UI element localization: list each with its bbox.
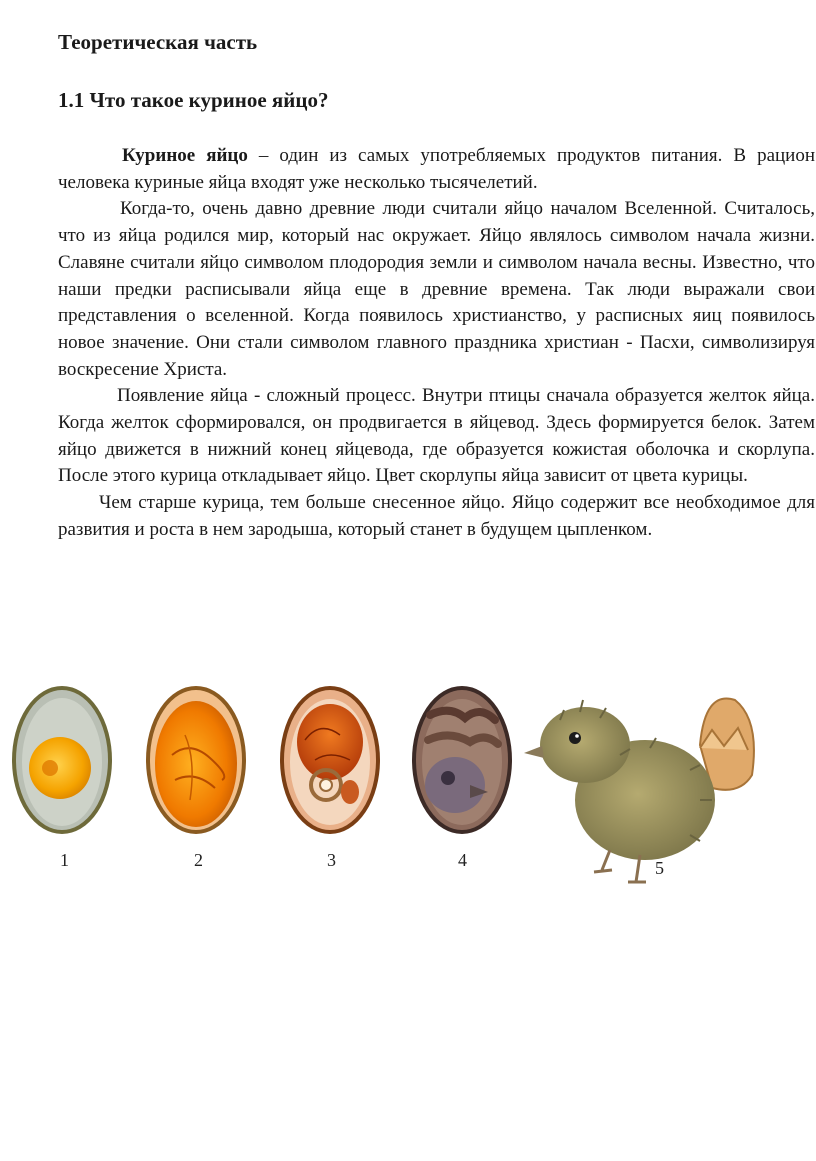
stage-label-2: 2 <box>194 850 203 870</box>
stage-label-5: 5 <box>655 858 664 878</box>
chick-stage-5 <box>524 698 754 882</box>
egg-stage-4 <box>414 688 510 832</box>
body-text <box>58 143 815 544</box>
egg-stage-2 <box>148 688 244 832</box>
paragraph-1 <box>58 143 815 196</box>
paragraph-2: Когда-то, очень давно древние люди считали яйцо началом Вселенной. Считалось, что из яйца родился мир, который нас окружает. Яйцо являлось символом начала жизни. Славяне считали яйцо символом плодородия земли и символом начала весны. Известно, что наши предки расписывали яйца еще в древние времена. Так люди выражали свои представления о вселенной. Когда появилось христианство, у расписных яиц появилось новое значение. Они стали символом главного праздника христиан - Пасхи, символизируя воскресение Христа. <box>58 198 815 380</box>
egg-development-figure <box>0 660 816 900</box>
paragraph-4: Чем старше курица, тем больше снесенное яйцо. Яйцо содержит все необходимое для развития и роста в нем зародыша, который станет в будущем цыпленком. <box>58 492 815 540</box>
egg-development-illustration <box>0 660 816 900</box>
paragraph-3: Появление яйца - сложный процесс. Внутри птицы сначала образуется желток яйца. Когда желток сформировался, он продвигается в яйцевод. Здесь формируется белок. Затем яйцо движется в нижний конец яйцевода, где образуется кожистая оболочка и скорлупа. После этого курица откладывает яйцо. Цвет скорлупы яйца зависит от цвета курицы. <box>58 385 815 487</box>
stage-label-1: 1 <box>60 850 69 870</box>
stage-label-4: 4 <box>458 850 467 870</box>
egg-stage-1 <box>14 688 110 832</box>
term-chicken-egg: Куриное яйцо <box>122 145 248 166</box>
stage-label-3: 3 <box>327 850 336 870</box>
section-heading: Теоретическая часть <box>58 30 258 54</box>
egg-stage-3 <box>282 688 378 832</box>
subsection-heading: 1.1 Что такое куриное яйцо? <box>58 88 329 112</box>
paragraph-1-text: – один из самых употребляемых продуктов питания. В рацион человека куриные яйца входят уже несколько тысячелетий. <box>58 145 816 193</box>
